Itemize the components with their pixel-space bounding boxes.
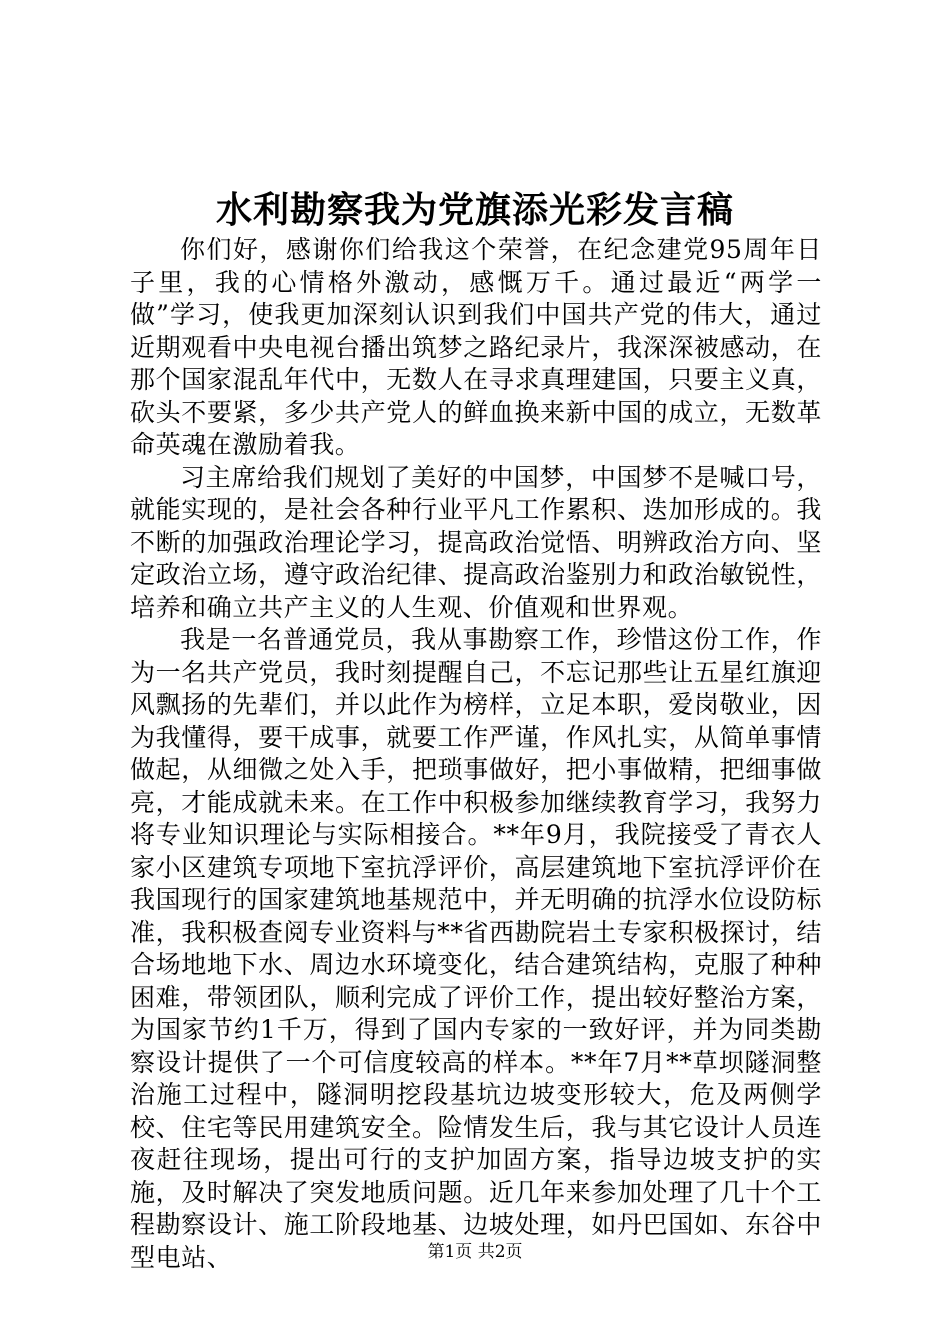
paragraph-3: 我是一名普通党员，我从事勘察工作，珍惜这份工作，作为一名共产党员，我时刻提醒自己，不忘记那些让五星红旗迎风飘扬的先辈们，并以此作为榜样，立足本职，爱岗敬业，因为我懂得，要干成事，就要工作严谨，作风扎实，从简单事情做起，从细微之处入手，把琐事做好，把小事做精，把细事做亮，才能成就未来。在工作中积极参加继续教育学习，我努力将专业知识理论与实际相接合。**年9月，我院接受了青衣人家小区建筑专项地下室抗浮评价，高层建筑地下室抗浮评价在我国现行的国家建筑地基规范中，并无明确的抗浮水位设防标准，我积极查阅专业资料与**省西勘院岩土专家积极探讨，结合场地地下水、周边水环境变化，结合建筑结构，克服了种种困难，带领团队，顺利完成了评价工作，提出较好整治方案，为国家节约1千万，得到了国内专家的一致好评，并为同类勘察设计提供了一个可信度较高的样本。**年7月**草坝隧洞整治施工过程中，隧洞明挖段基坑边坡变形较大，危及两侧学校、住宅等民用建筑安全。险情发生后，我与其它设计人员连夜赶往现场，提出可行的支护加固方案，指导边坡支护的实施，及时解决了突发地质问题。近几年来参加处理了几十个工程勘察设计、施工阶段地基、边坡处理，如丹巴国如、东谷中型电站、 <box>130 625 822 1272</box>
document-body <box>130 234 822 1274</box>
page-title: 水利勘察我为党旗添光彩发言稿 <box>215 189 734 231</box>
paragraph-2: 习主席给我们规划了美好的中国梦，中国梦不是喊口号，就能实现的，是社会各种行业平凡工作累积、迭加形成的。我不断的加强政治理论学习，提高政治觉悟、明辨政治方向、坚定政治立场，遵守政治纪律、提高政治鉴别力和政治敏锐性，培养和确立共产主义的人生观、价值观和世界观。 <box>130 462 822 622</box>
page-number-footer: 第1页 共2页 <box>427 1242 523 1262</box>
paragraph-1: 你们好，感谢你们给我这个荣誉，在纪念建党95周年日子里，我的心情格外激动，感慨万千。通过最近“两学一做”学习，使我更加深刻认识到我们中国共产党的伟大，通过近期观看中央电视台播出筑梦之路纪录片，我深深被感动，在那个国家混乱年代中，无数人在寻求真理建国，只要主义真，砍头不要紧，多少共产党人的鲜血换来新中国的成立，无数革命英魂在激励着我。 <box>130 235 822 459</box>
